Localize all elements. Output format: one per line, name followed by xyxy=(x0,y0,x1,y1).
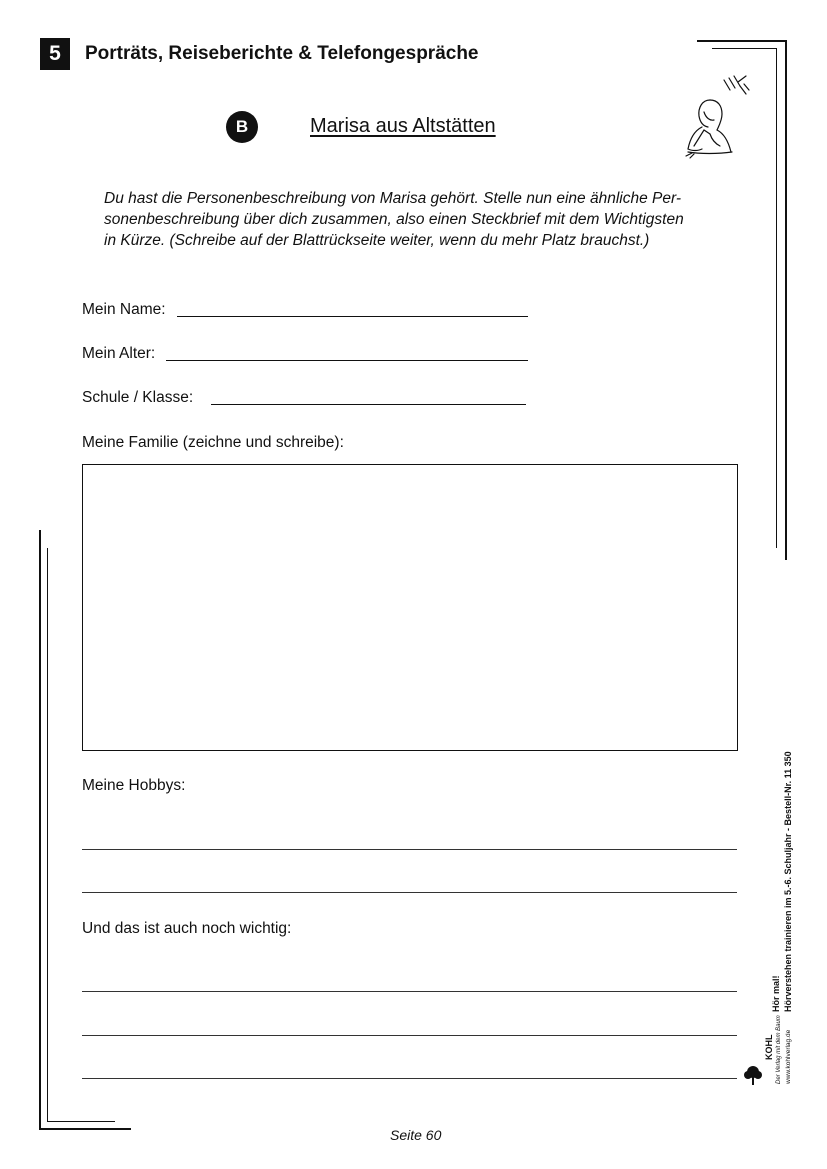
frame-bottom-left-inner-h xyxy=(47,1121,115,1122)
important-line-1[interactable] xyxy=(82,991,737,992)
tree-logo-icon xyxy=(742,1064,764,1086)
school-label: Schule / Klasse: xyxy=(82,389,194,406)
family-drawing-box[interactable] xyxy=(82,464,738,751)
hobbies-label: Meine Hobbys: xyxy=(82,777,186,794)
frame-bottom-left-outer-h xyxy=(39,1128,131,1130)
page-number: Seite 60 xyxy=(390,1127,442,1143)
frame-left-outer-v xyxy=(39,530,41,1130)
worksheet-title: Marisa aus Altstätten xyxy=(310,115,496,137)
instruction-text xyxy=(104,188,744,251)
chapter-title: Porträts, Reiseberichte & Telefongespräche xyxy=(85,43,479,64)
frame-top-right-inner-h xyxy=(712,48,777,49)
frame-right-inner-v xyxy=(776,48,777,548)
instruction-line: in Kürze. (Schreibe auf der Blattrückseite weiter, wenn du mehr Platz brauchst.) xyxy=(104,232,650,249)
name-label: Mein Name: xyxy=(82,301,166,318)
age-field[interactable] xyxy=(166,360,528,361)
phone-woman-illustration xyxy=(680,72,760,160)
hobbies-line-1[interactable] xyxy=(82,849,737,850)
important-line-2[interactable] xyxy=(82,1035,737,1036)
age-label: Mein Alter: xyxy=(82,345,156,362)
important-label: Und das ist auch noch wichtig: xyxy=(82,920,292,937)
publisher-tagline: Der Verlag mit dem Baum xyxy=(776,1015,782,1084)
frame-left-inner-v xyxy=(47,548,48,1122)
important-line-3[interactable] xyxy=(82,1078,737,1079)
publisher-url: www.kohlverlag.de xyxy=(785,1029,792,1084)
instruction-line: Du hast die Personenbeschreibung von Marisa gehört. Stelle nun eine ähnliche Per- xyxy=(104,190,682,207)
frame-right-outer-v xyxy=(785,40,787,560)
worksheet-badge: B xyxy=(226,111,258,143)
side-book-title: Hörverstehen trainieren im 5.-6. Schuljahr - Bestell-Nr. 11 350 xyxy=(783,751,793,1012)
family-label: Meine Familie (zeichne und schreibe): xyxy=(82,434,344,451)
school-field[interactable] xyxy=(211,404,526,405)
hobbies-line-2[interactable] xyxy=(82,892,737,893)
name-field[interactable] xyxy=(177,316,528,317)
publisher-logo: KOHL xyxy=(764,1034,774,1060)
frame-top-right-outer-h xyxy=(697,40,787,42)
side-series-title: Hör mal! xyxy=(771,975,781,1012)
instruction-line: sonenbeschreibung über dich zusammen, also einen Steckbrief mit dem Wichtigsten xyxy=(104,211,684,228)
chapter-number-badge: 5 xyxy=(40,38,70,70)
